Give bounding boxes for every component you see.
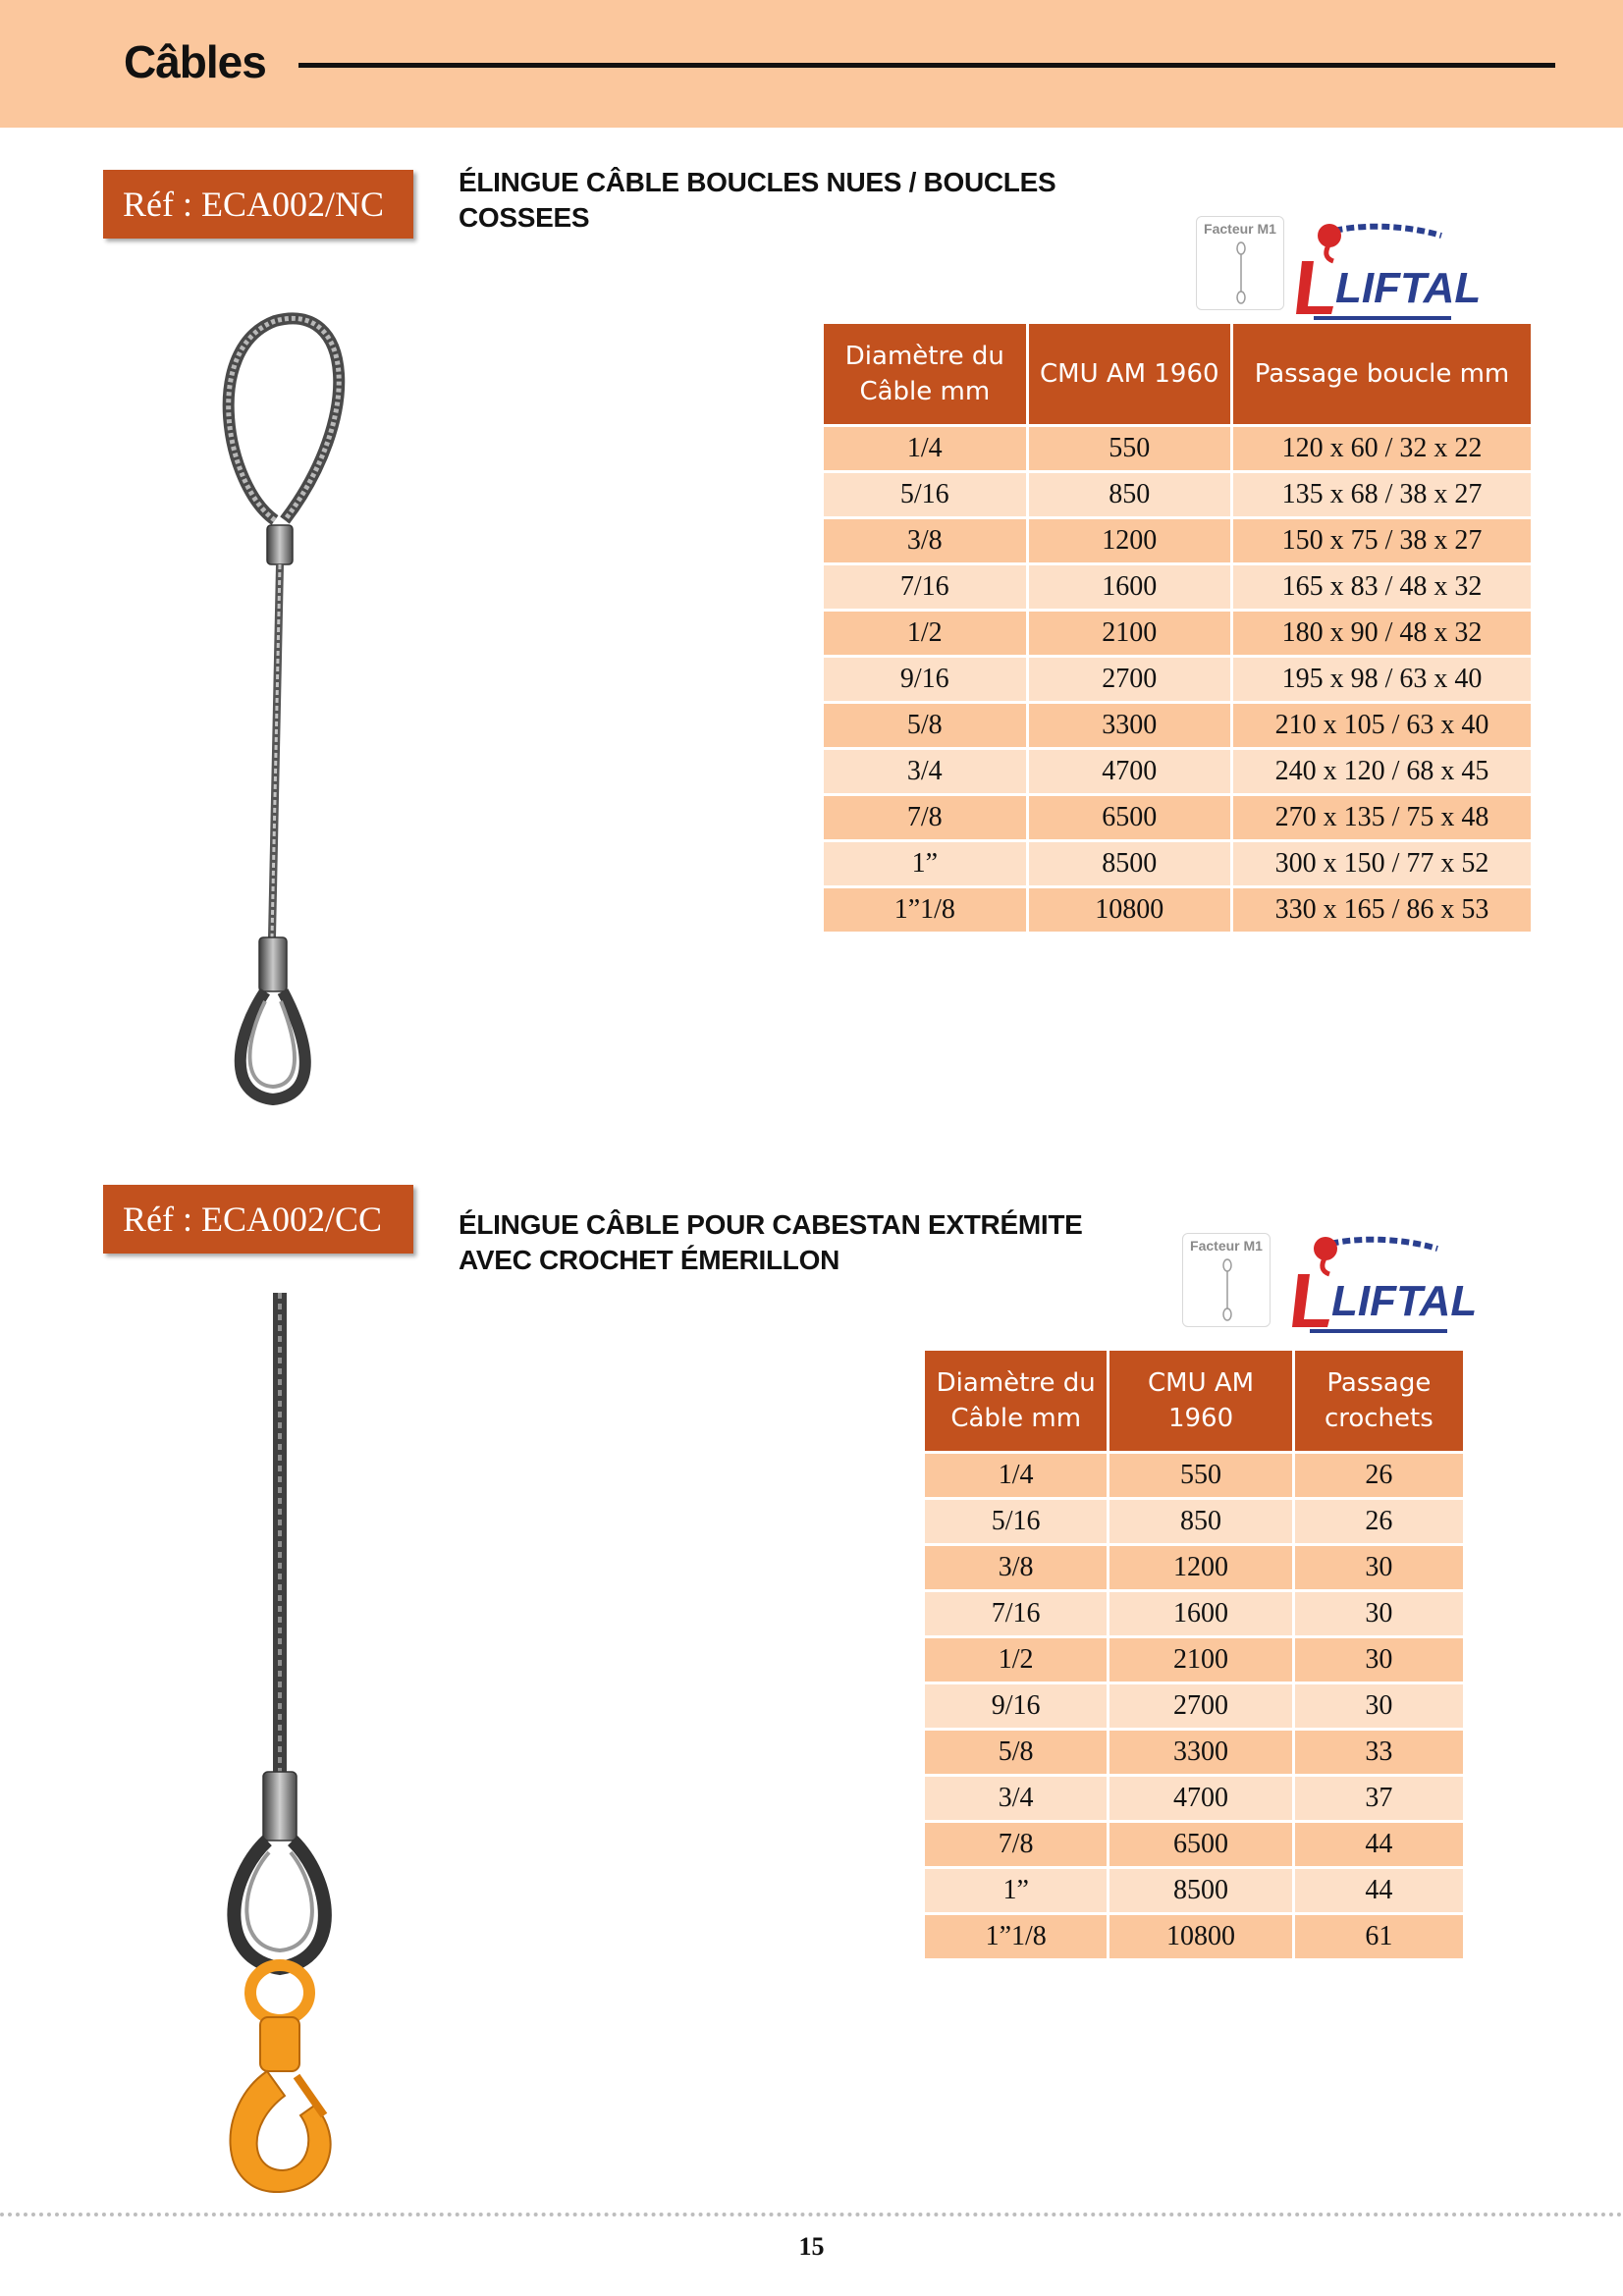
cell-passage: 300 x 150 / 77 x 52	[1233, 842, 1531, 885]
product-title-line2: COSSEES	[459, 202, 590, 233]
table-row	[824, 750, 1531, 793]
cable-swivel-hook-photo	[206, 1291, 353, 2204]
cell-cmu: 2100	[1029, 612, 1230, 655]
col-header-passage: Passage boucle mm	[1233, 324, 1531, 424]
sling-factor-icon	[1213, 1257, 1242, 1322]
table-row	[824, 704, 1531, 747]
table-row	[824, 658, 1531, 701]
cell-diameter: 7/8	[824, 796, 1026, 839]
cell-diameter: 1/4	[925, 1454, 1107, 1497]
table-header-row	[824, 324, 1531, 424]
cell-diameter: 3/8	[824, 519, 1026, 562]
page-title: Câbles	[124, 36, 266, 87]
cell-diameter: 9/16	[925, 1684, 1107, 1728]
cell-diameter: 9/16	[824, 658, 1026, 701]
table-row	[824, 612, 1531, 655]
cell-cmu: 3300	[1029, 704, 1230, 747]
product-title-cc	[459, 1207, 1083, 1278]
cell-cmu: 8500	[1029, 842, 1230, 885]
cell-cmu: 550	[1029, 427, 1230, 470]
title-rule	[298, 63, 1555, 68]
col-header-passage: Passage crochets	[1295, 1351, 1463, 1451]
cell-cmu: 6500	[1109, 1823, 1291, 1866]
cell-passage: 33	[1295, 1731, 1463, 1774]
cable-loop-sling-photo	[206, 309, 373, 1114]
table-row	[925, 1869, 1463, 1912]
liftal-logo	[1294, 216, 1482, 320]
table-row	[925, 1638, 1463, 1682]
cell-passage: 26	[1295, 1500, 1463, 1543]
table-header-row	[925, 1351, 1463, 1451]
cell-passage: 61	[1295, 1915, 1463, 1958]
col-header-cmu: CMU AM 1960	[1029, 324, 1230, 424]
cell-passage: 30	[1295, 1546, 1463, 1589]
cell-diameter: 1/2	[824, 612, 1026, 655]
table-row	[925, 1500, 1463, 1543]
sling-factor-icon	[1226, 240, 1256, 305]
cell-cmu: 4700	[1109, 1777, 1291, 1820]
cell-cmu: 1600	[1029, 565, 1230, 609]
logo-text: LIFTAL	[1335, 264, 1482, 312]
table-row	[925, 1592, 1463, 1635]
product-title-line1: ÉLINGUE CÂBLE BOUCLES NUES / BOUCLES	[459, 167, 1056, 197]
table-row	[824, 842, 1531, 885]
cell-diameter: 7/8	[925, 1823, 1107, 1866]
cell-cmu: 1200	[1029, 519, 1230, 562]
cell-diameter: 1”1/8	[824, 888, 1026, 932]
cell-passage: 26	[1295, 1454, 1463, 1497]
cell-passage: 120 x 60 / 32 x 22	[1233, 427, 1531, 470]
cell-diameter: 5/16	[824, 473, 1026, 516]
cell-passage: 135 x 68 / 38 x 27	[1233, 473, 1531, 516]
table-row	[925, 1546, 1463, 1589]
cell-cmu: 6500	[1029, 796, 1230, 839]
table-row	[925, 1454, 1463, 1497]
cell-passage: 330 x 165 / 86 x 53	[1233, 888, 1531, 932]
cell-cmu: 850	[1029, 473, 1230, 516]
cell-passage: 195 x 98 / 63 x 40	[1233, 658, 1531, 701]
cell-cmu: 2100	[1109, 1638, 1291, 1682]
col-header-diameter: Diamètre du Câble mm	[925, 1351, 1107, 1451]
cell-cmu: 2700	[1029, 658, 1230, 701]
page-number: 15	[798, 2232, 825, 2261]
cell-diameter: 7/16	[925, 1592, 1107, 1635]
table-row	[925, 1777, 1463, 1820]
footer-divider	[0, 2213, 1623, 2216]
cell-passage: 44	[1295, 1823, 1463, 1866]
cell-diameter: 1”1/8	[925, 1915, 1107, 1958]
cell-diameter: 3/4	[824, 750, 1026, 793]
reference-badge-nc: Réf : ECA002/NC	[103, 170, 413, 239]
cell-cmu: 1600	[1109, 1592, 1291, 1635]
cell-passage: 150 x 75 / 38 x 27	[1233, 519, 1531, 562]
cell-diameter: 5/8	[925, 1731, 1107, 1774]
cell-diameter: 5/8	[824, 704, 1026, 747]
table-row	[824, 888, 1531, 932]
table-row	[824, 427, 1531, 470]
cell-diameter: 3/8	[925, 1546, 1107, 1589]
cell-cmu: 2700	[1109, 1684, 1291, 1728]
cell-passage: 30	[1295, 1638, 1463, 1682]
cell-passage: 44	[1295, 1869, 1463, 1912]
cell-passage: 240 x 120 / 68 x 45	[1233, 750, 1531, 793]
table-row	[925, 1731, 1463, 1774]
product-title-line1: ÉLINGUE CÂBLE POUR CABESTAN EXTRÉMITE	[459, 1209, 1083, 1240]
cell-cmu: 10800	[1029, 888, 1230, 932]
cell-passage: 165 x 83 / 48 x 32	[1233, 565, 1531, 609]
table-row	[824, 796, 1531, 839]
cell-diameter: 5/16	[925, 1500, 1107, 1543]
reference-badge-cc: Réf : ECA002/CC	[103, 1185, 413, 1254]
cell-cmu: 4700	[1029, 750, 1230, 793]
col-header-cmu: CMU AM 1960	[1109, 1351, 1291, 1451]
cell-cmu: 1200	[1109, 1546, 1291, 1589]
product-title-nc	[459, 165, 1055, 236]
logo-text: LIFTAL	[1331, 1277, 1478, 1325]
table-row	[824, 473, 1531, 516]
spec-table-cc	[922, 1348, 1466, 1961]
cell-diameter: 1/4	[824, 427, 1026, 470]
table-row	[925, 1915, 1463, 1958]
cell-cmu: 3300	[1109, 1731, 1291, 1774]
table-row	[925, 1823, 1463, 1866]
product-title-line2: AVEC CROCHET ÉMERILLON	[459, 1245, 839, 1275]
cell-passage: 210 x 105 / 63 x 40	[1233, 704, 1531, 747]
cell-cmu: 10800	[1109, 1915, 1291, 1958]
cell-diameter: 1/2	[925, 1638, 1107, 1682]
spec-table-nc	[821, 321, 1534, 934]
facteur-m1-badge	[1196, 216, 1284, 310]
liftal-logo	[1290, 1229, 1478, 1333]
facteur-label: Facteur M1	[1190, 1238, 1263, 1254]
facteur-label: Facteur M1	[1204, 221, 1276, 237]
col-header-diameter: Diamètre du Câble mm	[824, 324, 1026, 424]
table-row	[925, 1684, 1463, 1728]
cell-passage: 30	[1295, 1684, 1463, 1728]
cell-diameter: 7/16	[824, 565, 1026, 609]
cell-diameter: 1”	[925, 1869, 1107, 1912]
cell-passage: 180 x 90 / 48 x 32	[1233, 612, 1531, 655]
cell-cmu: 8500	[1109, 1869, 1291, 1912]
cell-passage: 270 x 135 / 75 x 48	[1233, 796, 1531, 839]
table-row	[824, 565, 1531, 609]
table-row	[824, 519, 1531, 562]
cell-cmu: 550	[1109, 1454, 1291, 1497]
cell-diameter: 3/4	[925, 1777, 1107, 1820]
cell-passage: 37	[1295, 1777, 1463, 1820]
cell-diameter: 1”	[824, 842, 1026, 885]
cell-cmu: 850	[1109, 1500, 1291, 1543]
facteur-m1-badge	[1182, 1233, 1271, 1327]
cell-passage: 30	[1295, 1592, 1463, 1635]
